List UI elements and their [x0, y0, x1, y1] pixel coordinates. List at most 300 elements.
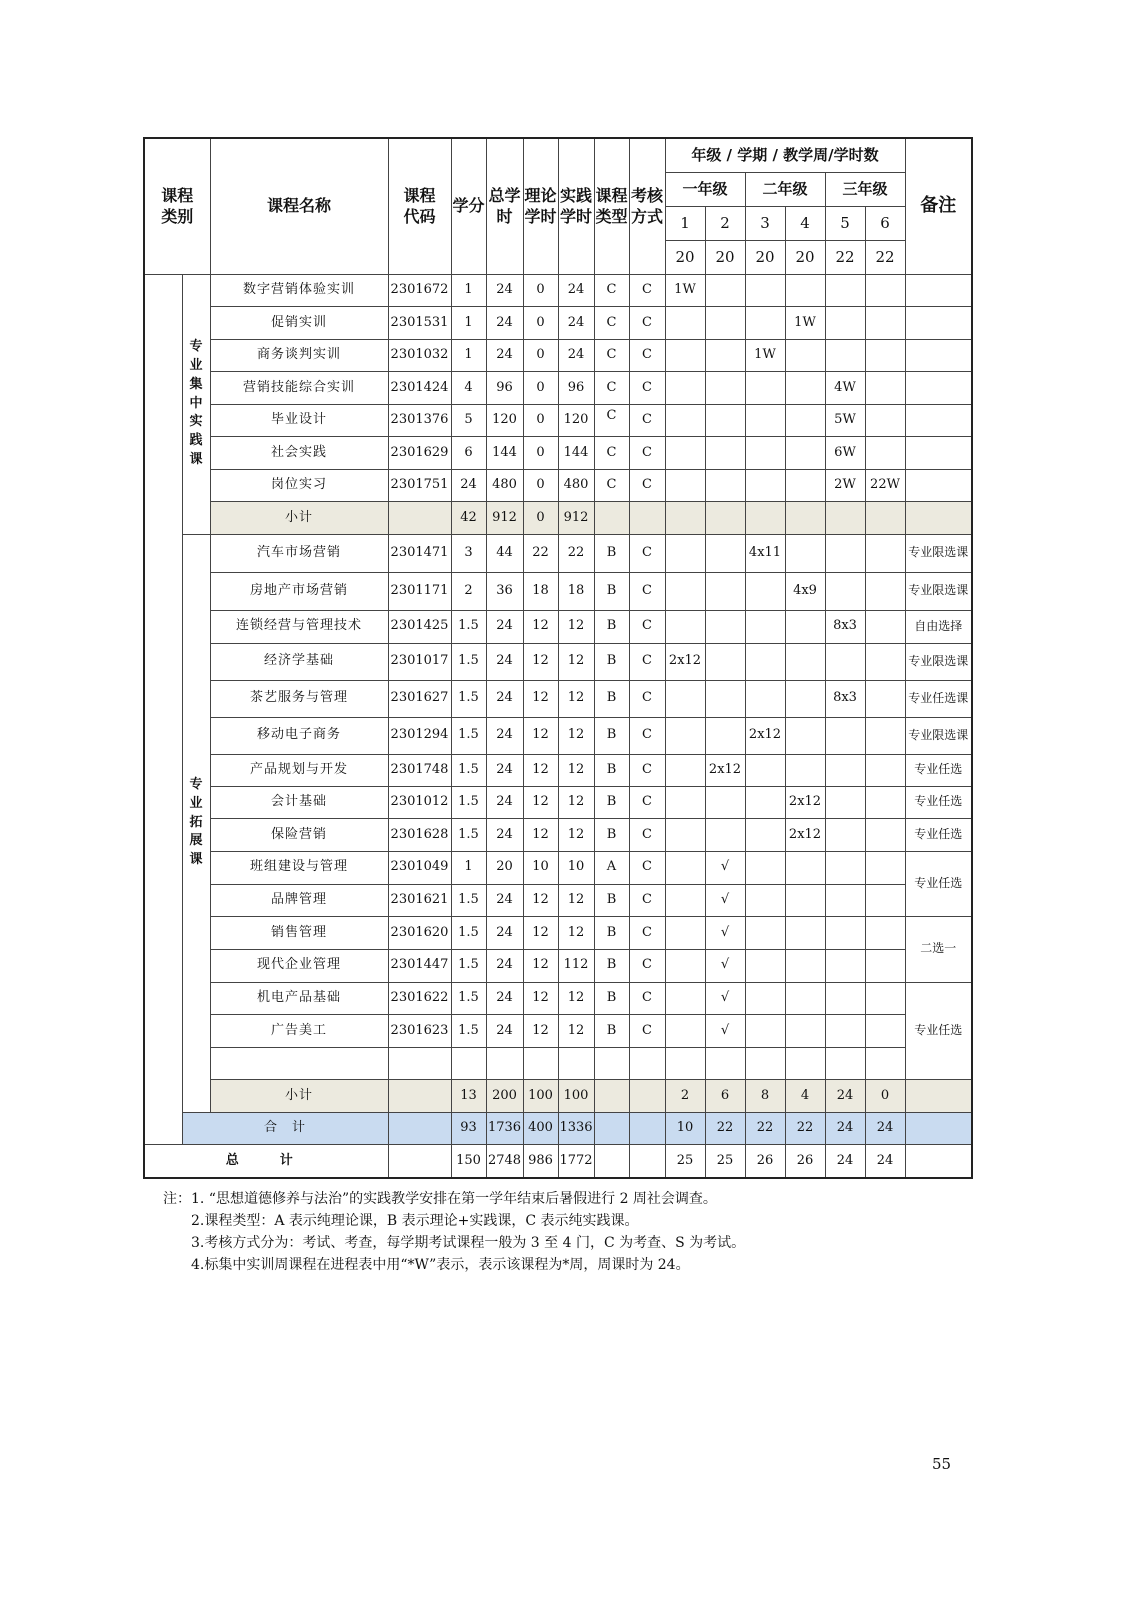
credits: 1.5	[451, 610, 486, 643]
semester-cell: 2x12	[785, 819, 825, 852]
semester-cell	[865, 572, 905, 610]
assessment: C	[629, 851, 665, 884]
practice-hours: 12	[558, 819, 594, 852]
practice-hours: 12	[558, 754, 594, 786]
total-hours: 24	[486, 982, 523, 1015]
table-row	[144, 643, 972, 680]
course-name: 数字营销体验实训	[210, 274, 388, 307]
assessment: C	[629, 534, 665, 572]
remark-cell	[905, 274, 972, 307]
header-course-name: 课程名称	[210, 138, 388, 274]
course-name: 社会实践	[210, 437, 388, 470]
semester-cell	[825, 884, 865, 917]
subtotal-total: 912	[486, 502, 523, 535]
theory-hours: 12	[523, 819, 558, 852]
table-row	[144, 851, 972, 884]
course-code: 2301672	[388, 274, 451, 307]
course-name: 房地产市场营销	[210, 572, 388, 610]
course-type	[594, 1047, 629, 1080]
semester-cell: √	[705, 851, 745, 884]
subtotal-empty	[594, 502, 629, 535]
credits: 1.5	[451, 643, 486, 680]
subtotal-label: 小计	[210, 1080, 388, 1113]
semester-cell: 5W	[825, 404, 865, 437]
course-name: 广告美工	[210, 1015, 388, 1048]
credits: 24	[451, 469, 486, 502]
course-name: 促销实训	[210, 307, 388, 340]
semester-cell	[825, 786, 865, 819]
remark-cell: 自由选择	[905, 610, 972, 643]
credits: 1	[451, 274, 486, 307]
theory-hours: 18	[523, 572, 558, 610]
course-code: 2301622	[388, 982, 451, 1015]
semester-cell	[665, 1047, 705, 1080]
course-name: 营销技能综合实训	[210, 372, 388, 405]
total-hours: 144	[486, 437, 523, 470]
semester-cell	[665, 404, 705, 437]
semester-cell	[665, 982, 705, 1015]
semester-cell: 4x9	[785, 572, 825, 610]
semester-cell	[865, 372, 905, 405]
header-grade: 一年级	[665, 172, 745, 206]
category-outer	[144, 274, 182, 1145]
grand-total-empty	[629, 1145, 665, 1178]
remark-cell	[905, 307, 972, 340]
sum-semester: 24	[865, 1112, 905, 1145]
header-course-type: 课程 类型	[594, 138, 629, 274]
semester-cell	[865, 949, 905, 982]
semester-cell	[785, 404, 825, 437]
grand-total-credits: 150	[451, 1145, 486, 1178]
theory-hours: 12	[523, 982, 558, 1015]
header-theory-hours: 理论 学时	[523, 138, 558, 274]
course-type: C	[594, 307, 629, 340]
theory-hours: 12	[523, 643, 558, 680]
table-row	[144, 572, 972, 610]
semester-cell	[785, 1047, 825, 1080]
theory-hours: 12	[523, 680, 558, 717]
semester-cell	[665, 949, 705, 982]
semester-cell	[745, 274, 785, 307]
sum-label: 合 计	[182, 1112, 388, 1145]
semester-cell	[865, 534, 905, 572]
semester-cell	[745, 819, 785, 852]
assessment: C	[629, 372, 665, 405]
theory-hours: 12	[523, 949, 558, 982]
total-hours: 24	[486, 307, 523, 340]
table-row	[144, 1015, 972, 1048]
subtotal-empty	[745, 502, 785, 535]
semester-cell	[865, 437, 905, 470]
semester-cell	[865, 610, 905, 643]
subtotal-label: 小计	[210, 502, 388, 535]
course-name: 商务谈判实训	[210, 339, 388, 372]
course-name	[210, 1047, 388, 1080]
total-hours: 24	[486, 643, 523, 680]
semester-cell: 2x12	[745, 717, 785, 754]
table-row	[144, 469, 972, 502]
semester-cell	[705, 610, 745, 643]
header-weeks: 22	[825, 240, 865, 274]
practice-hours: 12	[558, 884, 594, 917]
subtotal-semester: 0	[865, 1080, 905, 1113]
semester-cell	[665, 534, 705, 572]
credits: 1.5	[451, 717, 486, 754]
semester-cell	[745, 1015, 785, 1048]
course-code: 2301032	[388, 339, 451, 372]
total-hours: 24	[486, 917, 523, 950]
course-code: 2301424	[388, 372, 451, 405]
header-category: 课程 类别	[144, 138, 210, 274]
grand-total-semester: 26	[745, 1145, 785, 1178]
subtotal-semester: 2	[665, 1080, 705, 1113]
theory-hours: 0	[523, 469, 558, 502]
sum-semester: 22	[745, 1112, 785, 1145]
grand-total-empty	[594, 1145, 629, 1178]
header-remarks: 备注	[905, 138, 972, 274]
subtotal-code	[388, 502, 451, 535]
semester-cell	[665, 717, 705, 754]
remark-cell: 专业任选课	[905, 680, 972, 717]
table-row	[144, 949, 972, 982]
theory-hours: 12	[523, 917, 558, 950]
semester-cell	[785, 754, 825, 786]
sum-semester: 24	[825, 1112, 865, 1145]
subtotal-remark	[905, 1080, 972, 1113]
sum-theory: 400	[523, 1112, 558, 1145]
semester-cell	[825, 949, 865, 982]
header-semester: 1	[665, 206, 705, 240]
total-hours: 24	[486, 786, 523, 819]
credits: 5	[451, 404, 486, 437]
course-code: 2301629	[388, 437, 451, 470]
subtotal-semester: 24	[825, 1080, 865, 1113]
course-type: B	[594, 884, 629, 917]
course-code: 2301049	[388, 851, 451, 884]
semester-cell: 4W	[825, 372, 865, 405]
semester-cell	[825, 982, 865, 1015]
sum-empty	[629, 1112, 665, 1145]
semester-cell	[665, 372, 705, 405]
semester-cell	[865, 1047, 905, 1080]
semester-cell	[865, 717, 905, 754]
total-hours: 480	[486, 469, 523, 502]
assessment: C	[629, 819, 665, 852]
semester-cell	[665, 610, 705, 643]
semester-cell: 2x12	[705, 754, 745, 786]
assessment: C	[629, 274, 665, 307]
footnote-1: 注：1. “思想道德修养与法治”的实践教学安排在第一学年结束后暑假进行 2 周社会调查。	[163, 1191, 717, 1207]
course-type: C	[594, 469, 629, 502]
semester-cell	[785, 534, 825, 572]
semester-cell	[825, 717, 865, 754]
assessment	[629, 1047, 665, 1080]
semester-cell	[785, 851, 825, 884]
header-weeks: 22	[865, 240, 905, 274]
semester-cell	[705, 404, 745, 437]
semester-cell	[825, 917, 865, 950]
course-code: 2301471	[388, 534, 451, 572]
course-code: 2301627	[388, 680, 451, 717]
course-name: 移动电子商务	[210, 717, 388, 754]
total-hours: 24	[486, 274, 523, 307]
course-type: B	[594, 680, 629, 717]
course-code: 2301623	[388, 1015, 451, 1048]
table-row	[144, 884, 972, 917]
semester-cell	[745, 949, 785, 982]
practice-hours: 24	[558, 339, 594, 372]
semester-cell	[745, 610, 785, 643]
semester-cell	[785, 339, 825, 372]
semester-cell	[785, 643, 825, 680]
semester-cell	[745, 754, 785, 786]
course-type: B	[594, 982, 629, 1015]
course-name: 班组建设与管理	[210, 851, 388, 884]
subtotal-empty	[629, 1080, 665, 1113]
semester-cell	[745, 680, 785, 717]
course-name: 茶艺服务与管理	[210, 680, 388, 717]
credits	[451, 1047, 486, 1080]
grand-total-total: 2748	[486, 1145, 523, 1178]
theory-hours: 12	[523, 610, 558, 643]
semester-cell	[705, 534, 745, 572]
course-type: B	[594, 819, 629, 852]
credits: 3	[451, 534, 486, 572]
assessment: C	[629, 754, 665, 786]
semester-cell	[665, 572, 705, 610]
semester-cell	[705, 680, 745, 717]
semester-cell	[825, 307, 865, 340]
credits: 1.5	[451, 949, 486, 982]
semester-cell	[665, 819, 705, 852]
header-semester: 3	[745, 206, 785, 240]
course-code: 2301620	[388, 917, 451, 950]
grand-total-remark	[905, 1145, 972, 1178]
assessment: C	[629, 917, 665, 950]
sum-semester: 22	[705, 1112, 745, 1145]
semester-cell	[785, 610, 825, 643]
table-row	[144, 754, 972, 786]
table-row	[144, 437, 972, 470]
course-code: 2301621	[388, 884, 451, 917]
course-type: B	[594, 610, 629, 643]
semester-cell: √	[705, 917, 745, 950]
practice-hours: 12	[558, 610, 594, 643]
remark-cell: 专业任选	[905, 786, 972, 819]
semester-cell	[705, 819, 745, 852]
course-name: 经济学基础	[210, 643, 388, 680]
theory-hours: 12	[523, 754, 558, 786]
semester-cell	[705, 469, 745, 502]
total-hours: 96	[486, 372, 523, 405]
subtotal-empty	[629, 502, 665, 535]
subtotal-empty	[825, 502, 865, 535]
semester-cell	[865, 851, 905, 884]
table-row	[144, 1080, 972, 1113]
credits: 2	[451, 572, 486, 610]
sum-code	[388, 1112, 451, 1145]
total-hours: 24	[486, 339, 523, 372]
course-type: B	[594, 1015, 629, 1048]
course-code: 2301376	[388, 404, 451, 437]
semester-cell	[785, 274, 825, 307]
course-type: B	[594, 949, 629, 982]
assessment: C	[629, 610, 665, 643]
table-row	[144, 982, 972, 1015]
semester-cell	[745, 307, 785, 340]
semester-cell	[865, 819, 905, 852]
table-row	[144, 786, 972, 819]
sum-remark	[905, 1112, 972, 1145]
credits: 1	[451, 851, 486, 884]
semester-cell	[865, 917, 905, 950]
semester-cell	[705, 786, 745, 819]
course-code: 2301531	[388, 307, 451, 340]
table-row	[144, 138, 972, 172]
header-semester: 4	[785, 206, 825, 240]
table-row	[144, 502, 972, 535]
course-name: 机电产品基础	[210, 982, 388, 1015]
sum-empty	[594, 1112, 629, 1145]
subtotal-practice: 912	[558, 502, 594, 535]
practice-hours: 144	[558, 437, 594, 470]
course-type: C	[594, 339, 629, 372]
header-weeks: 20	[665, 240, 705, 274]
assessment: C	[629, 884, 665, 917]
table-row	[144, 717, 972, 754]
semester-cell	[745, 372, 785, 405]
remark-cell: 专业任选	[905, 754, 972, 786]
table-row	[144, 274, 972, 307]
header-grade: 二年级	[745, 172, 825, 206]
semester-cell	[665, 754, 705, 786]
subtotal-theory: 0	[523, 502, 558, 535]
semester-cell	[705, 717, 745, 754]
course-type: C	[594, 437, 629, 470]
course-name: 保险营销	[210, 819, 388, 852]
assessment: C	[629, 339, 665, 372]
semester-cell	[825, 534, 865, 572]
semester-cell	[785, 949, 825, 982]
sum-practice: 1336	[558, 1112, 594, 1145]
total-hours: 24	[486, 949, 523, 982]
semester-cell	[785, 372, 825, 405]
semester-cell	[665, 884, 705, 917]
practice-hours: 12	[558, 786, 594, 819]
grand-total-theory: 986	[523, 1145, 558, 1178]
semester-cell: 6W	[825, 437, 865, 470]
theory-hours: 0	[523, 339, 558, 372]
semester-cell	[705, 274, 745, 307]
group-practice-label: 专 业 集 中 实 践 课	[182, 274, 210, 534]
table-row	[144, 819, 972, 852]
theory-hours: 12	[523, 786, 558, 819]
semester-cell	[745, 917, 785, 950]
practice-hours: 18	[558, 572, 594, 610]
semester-cell	[785, 884, 825, 917]
semester-cell	[745, 437, 785, 470]
course-name: 产品规划与开发	[210, 754, 388, 786]
practice-hours: 24	[558, 274, 594, 307]
theory-hours: 12	[523, 884, 558, 917]
credits: 1.5	[451, 754, 486, 786]
semester-cell	[665, 307, 705, 340]
semester-cell	[865, 274, 905, 307]
header-semester: 2	[705, 206, 745, 240]
practice-hours: 12	[558, 680, 594, 717]
semester-cell	[745, 404, 785, 437]
total-hours: 44	[486, 534, 523, 572]
course-code: 2301628	[388, 819, 451, 852]
semester-cell	[665, 469, 705, 502]
semester-cell: 2x12	[665, 643, 705, 680]
course-type: A	[594, 851, 629, 884]
remark-group: 专业任选	[905, 982, 972, 1080]
semester-cell	[825, 1047, 865, 1080]
assessment: C	[629, 949, 665, 982]
semester-cell	[665, 437, 705, 470]
remark-cell	[905, 339, 972, 372]
table-row	[144, 372, 972, 405]
practice-hours: 480	[558, 469, 594, 502]
semester-cell	[825, 572, 865, 610]
semester-cell	[745, 1047, 785, 1080]
semester-cell	[865, 786, 905, 819]
grand-total-semester: 24	[865, 1145, 905, 1178]
semester-cell	[865, 884, 905, 917]
remark-cell	[905, 372, 972, 405]
subtotal-semester: 6	[705, 1080, 745, 1113]
grand-total-practice: 1772	[558, 1145, 594, 1178]
total-hours: 20	[486, 851, 523, 884]
table-row	[144, 404, 972, 437]
semester-cell	[865, 307, 905, 340]
assessment: C	[629, 643, 665, 680]
remark-cell: 专业限选课	[905, 572, 972, 610]
assessment: C	[629, 1015, 665, 1048]
remark-cell: 专业限选课	[905, 643, 972, 680]
credits: 1.5	[451, 982, 486, 1015]
semester-cell	[785, 917, 825, 950]
footnote-3: 3.考核方式分为：考试、考查，每学期考试课程一般为 3 至 4 门，C 为考查、S 为考试。	[191, 1235, 746, 1251]
theory-hours: 10	[523, 851, 558, 884]
grand-total-label: 总 计	[144, 1145, 388, 1178]
subtotal-semester: 8	[745, 1080, 785, 1113]
footnotes	[163, 1188, 1023, 1276]
remark-cell	[905, 404, 972, 437]
course-name: 现代企业管理	[210, 949, 388, 982]
course-name: 汽车市场营销	[210, 534, 388, 572]
remark-cell: 专业限选课	[905, 534, 972, 572]
practice-hours: 120	[558, 404, 594, 437]
header-practice-hours: 实践 学时	[558, 138, 594, 274]
semester-cell: 22W	[865, 469, 905, 502]
remark-cell: 专业任选	[905, 819, 972, 852]
assessment: C	[629, 786, 665, 819]
remark-group: 专业任选	[905, 851, 972, 917]
theory-hours: 22	[523, 534, 558, 572]
course-name: 岗位实习	[210, 469, 388, 502]
practice-hours: 12	[558, 643, 594, 680]
semester-cell	[865, 643, 905, 680]
table-row	[144, 917, 972, 950]
practice-hours: 12	[558, 982, 594, 1015]
course-code	[388, 1047, 451, 1080]
table-row	[144, 680, 972, 717]
subtotal-semester: 4	[785, 1080, 825, 1113]
semester-cell	[665, 786, 705, 819]
semester-cell	[785, 982, 825, 1015]
